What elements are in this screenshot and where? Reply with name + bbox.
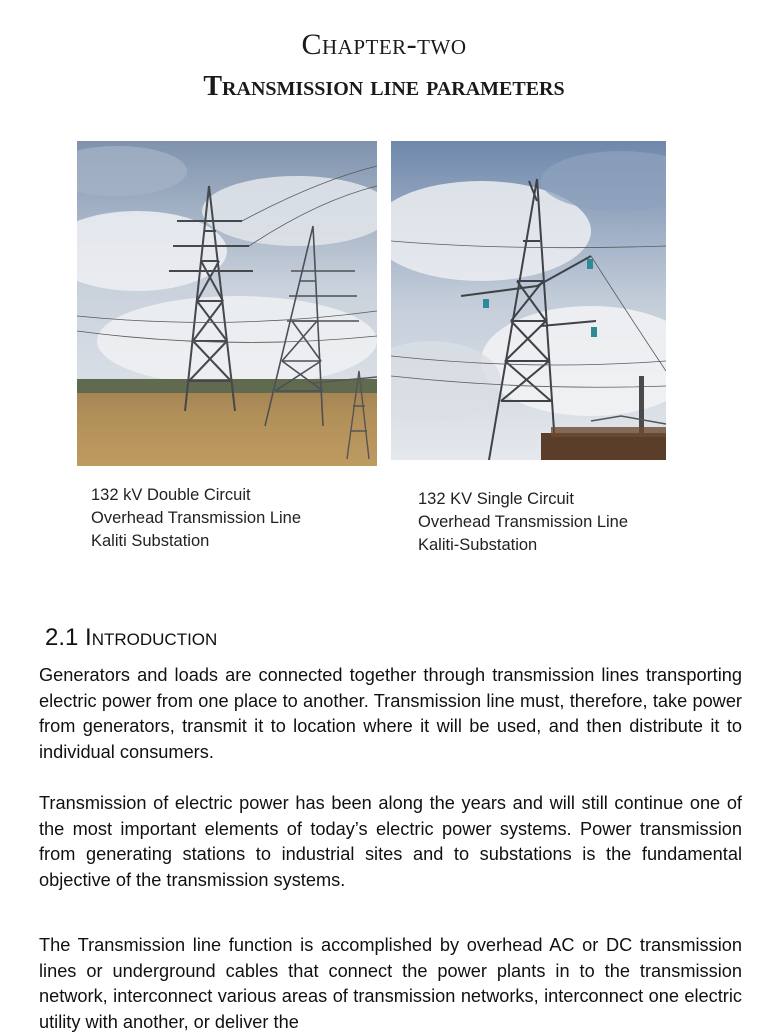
paragraph: Generators and loads are connected together through transmission lines transporting electric power from one place to another. Transmission line must, therefore, take power from generators, transmit it to location where it will be used, and then distribute it to individual consumers. (39, 665, 742, 762)
chapter-number: Chapter-two (301, 28, 467, 61)
paragraph: The Transmission line function is accomplished by overhead AC or DC transmission lines or underground cables that connect the power plants in to the transmission network, interconnect various areas of transmission networks, interconnect one electric utility with another, or deliver the (39, 935, 742, 1032)
caption-line: Overhead Transmission Line (418, 513, 629, 531)
photo-single-circuit (391, 141, 666, 460)
caption-double-circuit (91, 484, 301, 553)
caption-line: Kaliti Substation (91, 532, 210, 550)
caption-line: Kaliti-Substation (418, 536, 538, 554)
caption-line: 132 KV Single Circuit (418, 490, 574, 508)
caption-single-circuit (418, 488, 628, 557)
caption-line: Overhead Transmission Line (91, 509, 302, 527)
section-heading: 2.1 Introduction (45, 624, 218, 651)
photo-double-circuit (77, 141, 377, 466)
chapter-heading (0, 28, 768, 104)
paragraph: Transmission of electric power has been along the years and will still continue one of the most important elements of today’s electric power systems. Power transmission from generating stations to industrial sites and to substations is the fundamental objective of the transmission systems. (39, 793, 742, 890)
chapter-title: Transmission line parameters (203, 71, 565, 102)
caption-line: 132 kV Double Circuit (91, 486, 251, 504)
